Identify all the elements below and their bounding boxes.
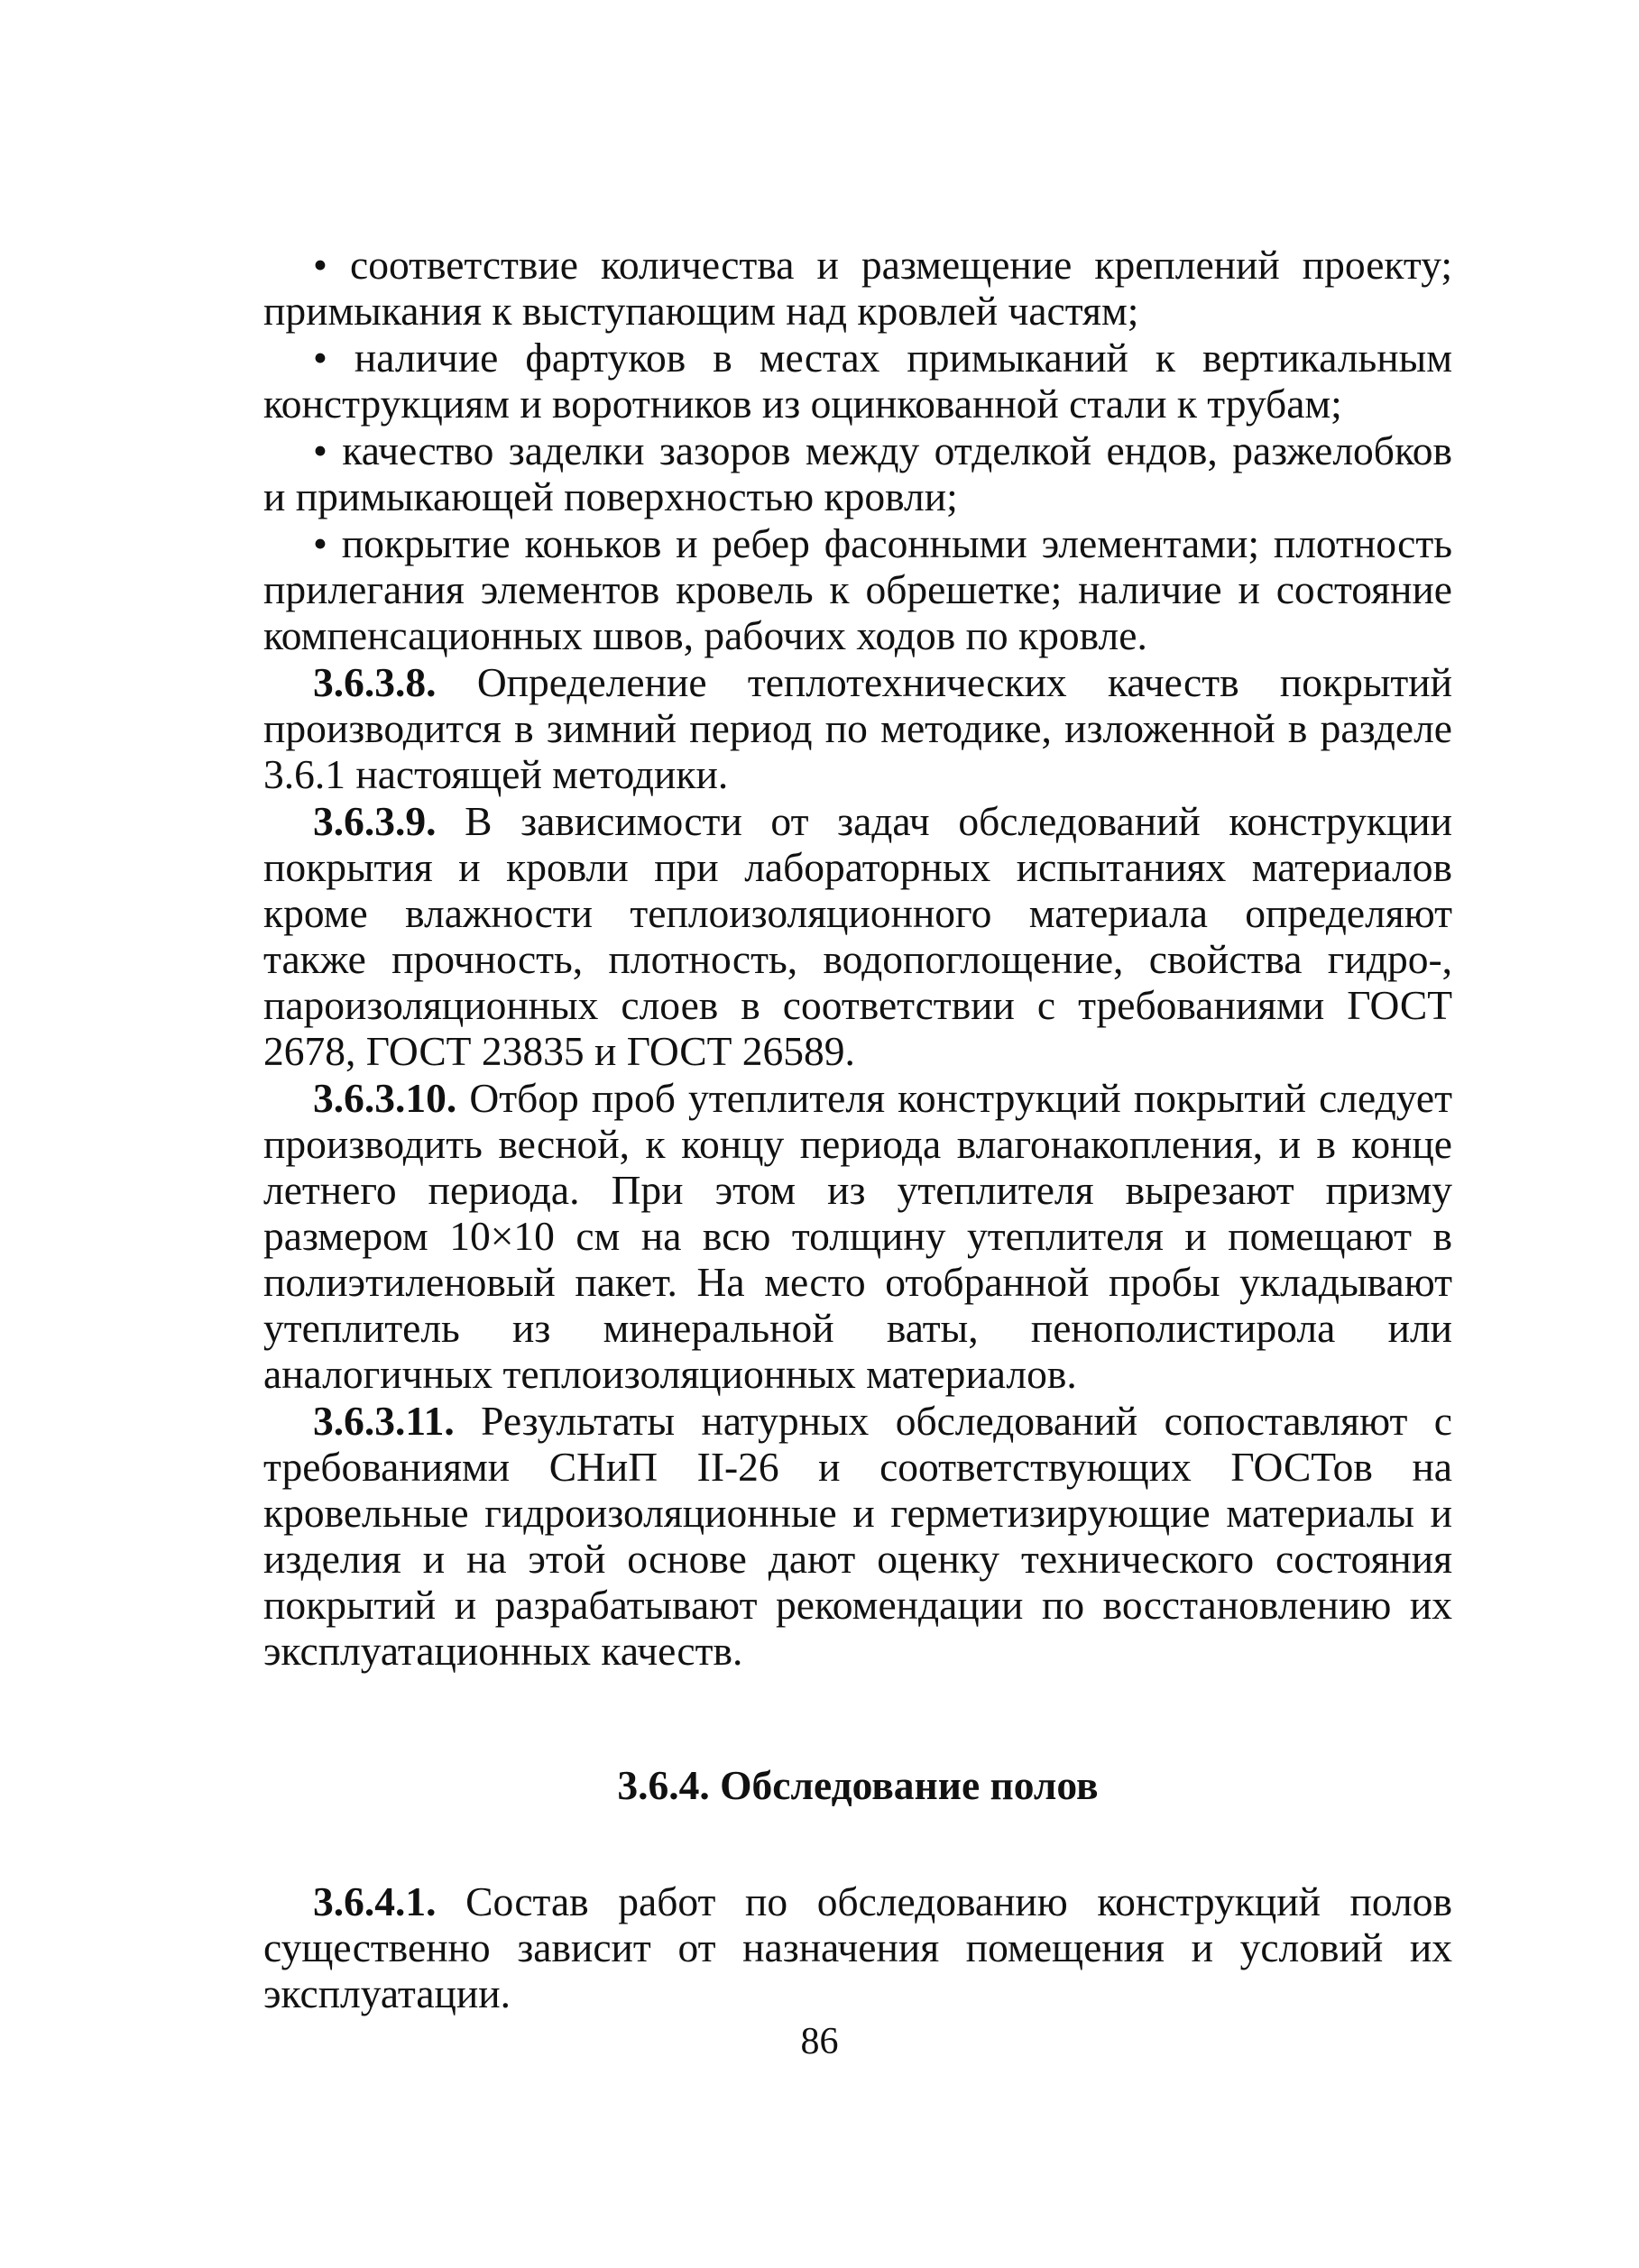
- clause-number: 3.6.3.8.: [313, 659, 437, 705]
- clause-number: 3.6.3.10.: [313, 1075, 457, 1121]
- bullet-item: • качество заделки зазоров между отделкой ендов, разжелобков и примыкающей поверхностью кровли;: [263, 427, 1452, 519]
- bullet-item: • покрытие коньков и ребер фасонными элементами; плотность прилегания элементов кровель к обрешетке; наличие и состояние компенсационных швов, рабочих ходов по кровле.: [263, 520, 1452, 658]
- clause-paragraph: [263, 1398, 1452, 1674]
- clause-number: 3.6.4.1.: [313, 1878, 437, 1924]
- clause-number: 3.6.3.9.: [313, 798, 437, 844]
- clause-paragraph: [263, 798, 1452, 1074]
- clause-text: Отбор проб утеплителя конструкций покрытий следует производить весной, к концу периода влагонакопления, и в конце летнего периода. При этом из утеплителя вырезают призму размером 10×10 см на всю толщину утеплителя и помещают в полиэтиленовый пакет. На место отобранной пробы укладывают утеплитель из минеральной ваты, пенополистирола или аналогичных теплоизоляционных материалов.: [263, 1075, 1452, 1397]
- page-number: 86: [800, 2021, 839, 2062]
- bullet-item: • соответствие количества и размещение креплений проекту; примыкания к выступающим над кровлей частям;: [263, 242, 1452, 334]
- clause-text: Состав работ по обследованию конструкций полов существенно зависит от назначения помещения и условий их эксплуатации.: [263, 1878, 1452, 2016]
- clause-paragraph: [263, 1878, 1452, 2016]
- clause-number: 3.6.3.11.: [313, 1398, 455, 1444]
- section-heading: 3.6.4. Обследование полов: [617, 1762, 1099, 1808]
- clause-text: В зависимости от задач обследований конструкции покрытия и кровли при лабораторных испытаниях материалов кроме влажности теплоизоляционного материала определяют также прочность, плотность, водопоглощение, свойства гидро-, пароизоляционных слоев в соответствии с требованиями ГОСТ 2678, ГОСТ 23835 и ГОСТ 26589.: [263, 798, 1452, 1074]
- bullet-item: • наличие фартуков в местах примыканий к вертикальным конструкциям и воротников из оцинкованной стали к трубам;: [263, 335, 1452, 427]
- clause-paragraph: [263, 1075, 1452, 1397]
- clause-text: Результаты натурных обследований сопоставляют с требованиями СНиП II-26 и соответствующих ГОСТов на кровельные гидроизоляционные и герметизирующие материалы и изделия и на этой основе дают оценку технического состояния покрытий и разрабатывают рекомендации по восстановлению их эксплуатационных качеств.: [263, 1398, 1452, 1674]
- clause-paragraph: [263, 659, 1452, 797]
- clause-text: Определение теплотехнических качеств покрытий производится в зимний период по методике, изложенной в разделе 3.6.1 настоящей методики.: [263, 659, 1452, 797]
- page-body: [263, 242, 1452, 2016]
